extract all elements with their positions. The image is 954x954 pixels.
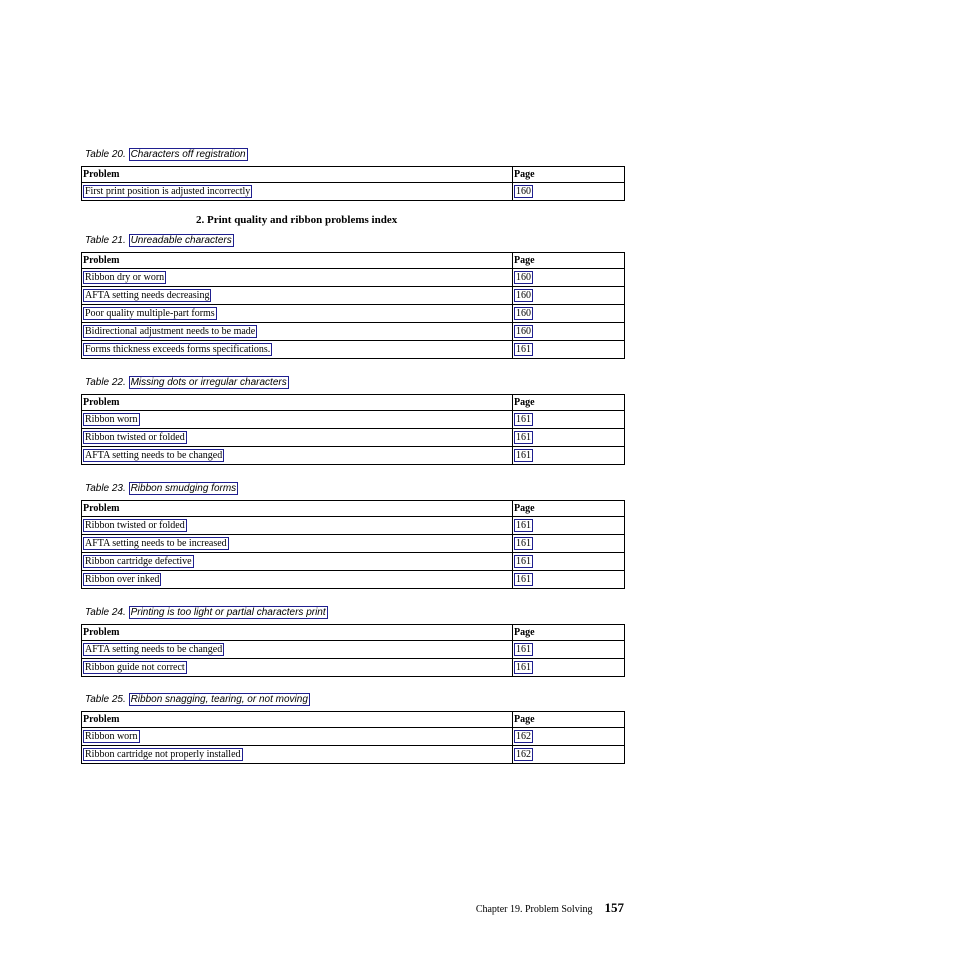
page-link[interactable]: 161: [516, 431, 531, 443]
page-header: Page: [513, 625, 625, 641]
page-header: Page: [513, 712, 625, 728]
table-header-row: [82, 395, 625, 411]
table-row: [82, 269, 625, 287]
page-header: Page: [513, 395, 625, 411]
table-row: [82, 429, 625, 447]
page-link[interactable]: 161: [516, 343, 531, 355]
page-link[interactable]: 160: [516, 185, 531, 197]
page-link[interactable]: 161: [516, 519, 531, 531]
table-row: [82, 659, 625, 677]
table-22-title-link[interactable]: Missing dots or irregular characters: [130, 377, 287, 388]
page-link[interactable]: 162: [516, 748, 531, 760]
page-link[interactable]: 161: [516, 573, 531, 585]
problem-link[interactable]: Ribbon guide not correct: [85, 661, 185, 673]
problem-link[interactable]: Ribbon worn: [85, 413, 138, 425]
problem-header: Problem: [82, 501, 513, 517]
problem-link[interactable]: Ribbon cartridge not properly installed: [85, 748, 241, 760]
problem-link[interactable]: AFTA setting needs to be increased: [85, 537, 227, 549]
table-22-caption: Table 22. Missing dots or irregular characters: [85, 377, 287, 388]
table-row: [82, 447, 625, 465]
problem-link[interactable]: Ribbon over inked: [85, 573, 160, 585]
problem-link[interactable]: Poor quality multiple-part forms: [85, 307, 215, 319]
table-20-title-link[interactable]: Characters off registration: [130, 149, 246, 160]
problem-link[interactable]: Ribbon worn: [85, 730, 138, 742]
table-23-caption: Table 23. Ribbon smudging forms: [85, 483, 237, 494]
table-header-row: [82, 167, 625, 183]
problem-link[interactable]: Bidirectional adjustment needs to be made: [85, 325, 256, 337]
page-link[interactable]: 160: [516, 271, 531, 283]
table-header-row: [82, 501, 625, 517]
problem-header: Problem: [82, 253, 513, 269]
page-number: 157: [604, 900, 624, 915]
table-row: [82, 305, 625, 323]
table-row: [82, 341, 625, 359]
table-row: [82, 411, 625, 429]
table-row: [82, 287, 625, 305]
table-21-caption: Table 21. Unreadable characters: [85, 235, 232, 246]
table-20-caption: Table 20. Characters off registration: [85, 149, 246, 160]
page-header: Page: [513, 501, 625, 517]
problem-link[interactable]: AFTA setting needs to be changed: [85, 449, 223, 461]
table-row: [82, 746, 625, 764]
table-header-row: [82, 253, 625, 269]
page-header: Page: [513, 253, 625, 269]
table-23: [81, 500, 625, 589]
table-row: [82, 517, 625, 535]
problem-link[interactable]: Forms thickness exceeds forms specifications.: [85, 343, 271, 355]
table-24-title-link[interactable]: Printing is too light or partial characters print: [130, 607, 326, 618]
table-row: [82, 183, 625, 201]
problem-link[interactable]: Ribbon twisted or folded: [85, 431, 185, 443]
table-row: [82, 553, 625, 571]
table-header-row: [82, 712, 625, 728]
page-link[interactable]: 160: [516, 325, 531, 337]
table-25-title-link[interactable]: Ribbon snagging, tearing, or not moving: [130, 694, 308, 705]
page-link[interactable]: 161: [516, 555, 531, 567]
problem-link[interactable]: First print position is adjusted incorrectly: [85, 185, 251, 197]
page-footer: [476, 900, 624, 918]
table-row: [82, 323, 625, 341]
problem-header: Problem: [82, 167, 513, 183]
page-link[interactable]: 160: [516, 289, 531, 301]
table-21-title-link[interactable]: Unreadable characters: [130, 235, 232, 246]
table-row: [82, 641, 625, 659]
page-header: Page: [513, 167, 625, 183]
table-24: [81, 624, 625, 677]
table-22: [81, 394, 625, 465]
table-23-title-link[interactable]: Ribbon smudging forms: [130, 483, 237, 494]
problem-link[interactable]: AFTA setting needs decreasing: [85, 289, 210, 301]
table-row: [82, 728, 625, 746]
problem-link[interactable]: AFTA setting needs to be changed: [85, 643, 223, 655]
problem-header: Problem: [82, 395, 513, 411]
problem-header: Problem: [82, 625, 513, 641]
table-row: [82, 571, 625, 589]
page-link[interactable]: 161: [516, 537, 531, 549]
table-21: [81, 252, 625, 359]
problem-link[interactable]: Ribbon twisted or folded: [85, 519, 185, 531]
table-header-row: [82, 625, 625, 641]
table-row: [82, 535, 625, 553]
problem-link[interactable]: Ribbon dry or worn: [85, 271, 165, 283]
page-link[interactable]: 161: [516, 661, 531, 673]
table-20: [81, 166, 625, 201]
table-25-caption: Table 25. Ribbon snagging, tearing, or not moving: [85, 694, 308, 705]
problem-header: Problem: [82, 712, 513, 728]
table-24-caption: Table 24. Printing is too light or partial characters print: [85, 607, 326, 618]
footer-chapter: Chapter 19. Problem Solving: [475, 904, 593, 915]
page-link[interactable]: 161: [516, 449, 531, 461]
table-25: [81, 711, 625, 764]
section-heading: 2. Print quality and ribbon problems index: [196, 214, 398, 226]
page-link[interactable]: 161: [516, 643, 531, 655]
page-link[interactable]: 161: [516, 413, 531, 425]
page-link[interactable]: 160: [516, 307, 531, 319]
page-link[interactable]: 162: [516, 730, 531, 742]
problem-link[interactable]: Ribbon cartridge defective: [85, 555, 192, 567]
